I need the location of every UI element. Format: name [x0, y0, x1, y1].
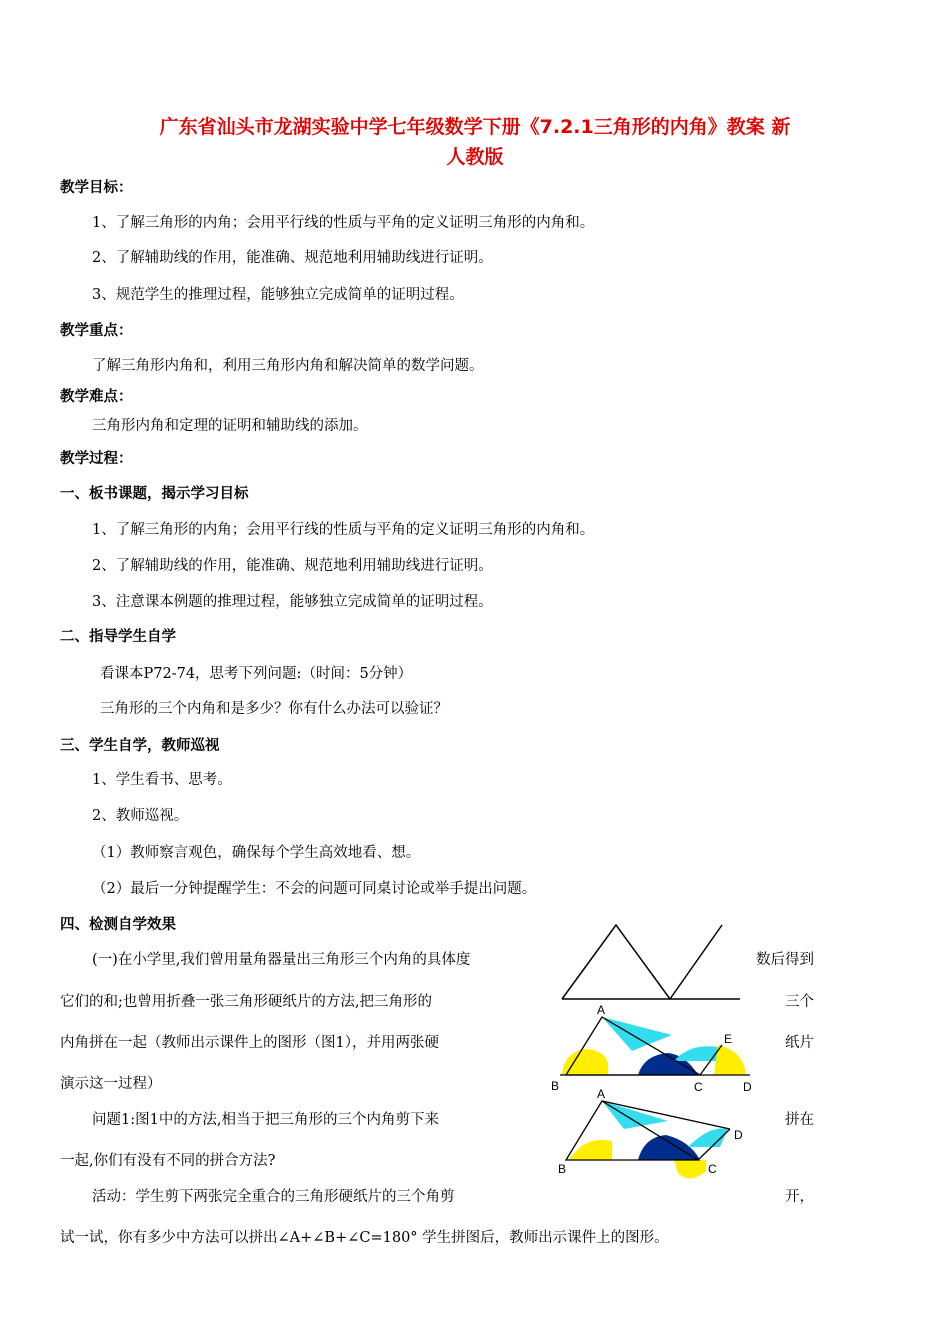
section4-line: 内角拼在一起（教师出示课件上的图形（图1），并用两张硬 [60, 1035, 439, 1051]
keypoints-heading: 教学重点： [60, 323, 133, 339]
section4-line: 演示这一过程） [60, 1076, 162, 1092]
section4-line: (一)在小学里,我们曾用量角器量出三角形三个内角的具体度 [92, 952, 471, 968]
section4-line: 问题1:图1中的方法,相当于把三角形的三个内角剪下来 [92, 1112, 439, 1128]
page-title-line1: 广东省汕头市龙湖实验中学七年级数学下册《7.2.1三角形的内角》教案 新 [159, 116, 791, 138]
label-a1: A [597, 1003, 606, 1017]
label-e1: E [724, 1032, 733, 1046]
angle-a-cyan [602, 1017, 672, 1051]
label-b2: B [558, 1162, 567, 1176]
objective-item: 2、了解辅助线的作用，能准确、规范地利用辅助线进行证明。 [92, 250, 493, 266]
section4-line-right: 开， [785, 1189, 814, 1205]
section3-item: （2）最后一分钟提醒学生：不会的问题可同桌讨论或举手提出问题。 [92, 881, 537, 897]
section4-line-right: 数后得到 [756, 952, 814, 968]
section3-item: （1）教师察言观色，确保每个学生高效地看、想。 [92, 845, 421, 861]
label-b1: B [551, 1079, 560, 1093]
section4-line: 活动：学生剪下两张完全重合的三角形硬纸片的三个角剪 [92, 1189, 455, 1205]
section2-item: 看课本P72-74，思考下列问题:（时间：5分钟） [100, 666, 413, 682]
section4-line-right: 三个 [785, 994, 814, 1010]
label-d1: D [743, 1080, 752, 1094]
section2-heading: 二、指导学生自学 [60, 629, 176, 645]
section3-item: 2、教师巡视。 [92, 808, 189, 824]
section4-line-right: 拼在 [785, 1112, 814, 1128]
label-a2: A [597, 1087, 606, 1101]
objective-item: 3、规范学生的推理过程，能够独立完成简单的证明过程。 [92, 287, 464, 303]
label-d2: D [734, 1128, 743, 1142]
label-c2: C [708, 1162, 717, 1176]
difficulties-heading: 教学难点： [60, 389, 133, 405]
triangle-angle-figure [540, 915, 770, 1185]
folded-triangle-diagram [562, 925, 740, 999]
figure-1-diagram [551, 1003, 752, 1094]
angle-a2-cyan [602, 1101, 668, 1129]
section4-line: 试一试，你有多少中方法可以拼出∠A+∠B+∠C=180° 学生拼图后，教师出示课件上的图形。 [60, 1230, 669, 1246]
section4-line: 一起,你们有没有不同的拼合方法? [60, 1153, 276, 1169]
process-heading: 教学过程： [60, 451, 133, 467]
objective-item: 1、了解三角形的内角；会用平行线的性质与平角的定义证明三角形的内角和。 [92, 215, 595, 231]
keypoints-text: 了解三角形内角和，利用三角形内角和解决简单的数学问题。 [92, 358, 484, 374]
figure-2-diagram [558, 1087, 743, 1179]
section1-item: 2、了解辅助线的作用，能准确、规范地利用辅助线进行证明。 [92, 558, 493, 574]
page-title-line2: 人教版 [446, 146, 504, 168]
section1-heading: 一、板书课题，揭示学习目标 [60, 486, 249, 502]
angle-b2-yellow [568, 1140, 612, 1160]
section4-heading: 四、检测自学效果 [60, 917, 176, 933]
angle-d2-cyan [688, 1128, 728, 1147]
objectives-heading: 教学目标： [60, 180, 133, 196]
section3-item: 1、学生看书、思考。 [92, 772, 232, 788]
angle-c2-yellow [674, 1160, 706, 1179]
section1-item: 3、注意课本例题的推理过程，能够独立完成简单的证明过程。 [92, 594, 493, 610]
difficulties-text: 三角形内角和定理的证明和辅助线的添加。 [92, 418, 368, 434]
section2-item: 三角形的三个内角和是多少？你有什么办法可以验证？ [100, 701, 448, 717]
label-c1: C [694, 1080, 703, 1094]
section4-line: 它们的和;也曾用折叠一张三角形硬纸片的方法,把三角形的 [60, 994, 432, 1010]
section3-heading: 三、学生自学，教师巡视 [60, 738, 220, 754]
section1-item: 1、了解三角形的内角；会用平行线的性质与平角的定义证明三角形的内角和。 [92, 522, 595, 538]
section4-line-right: 纸片 [785, 1035, 814, 1051]
